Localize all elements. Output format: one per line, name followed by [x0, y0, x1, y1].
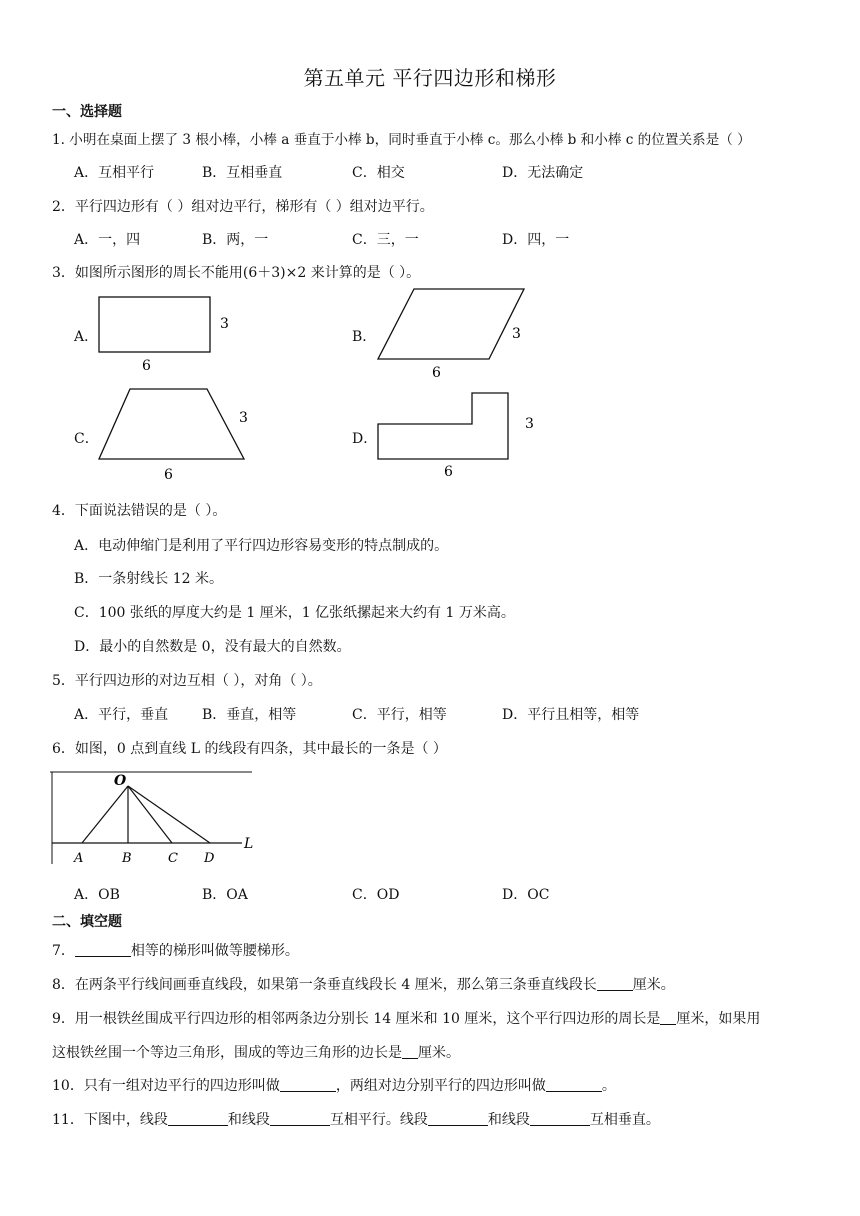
question-text-a: 11．下图中，线段 — [52, 1112, 168, 1128]
question-text-continued: 厘米，如果用 — [676, 1011, 761, 1027]
figure-point-to-line — [50, 768, 260, 868]
option-a[interactable]: A．平行，垂直 — [74, 707, 169, 723]
answer-blank-2[interactable] — [270, 1111, 330, 1126]
question-4-stem: 4．下面说法错误的是（ ）。 — [52, 503, 227, 519]
question-unit: 厘米。 — [418, 1045, 460, 1061]
question-text-b: 和线段 — [227, 1112, 270, 1128]
answer-blank-perimeter[interactable] — [660, 1010, 676, 1025]
point-b-label: B — [122, 851, 132, 866]
question-6-options — [74, 884, 794, 904]
question-text: 相等的梯形叫做等腰梯形。 — [130, 943, 299, 959]
point-a-label: A — [74, 851, 84, 866]
figure-b-label[interactable]: B． — [352, 329, 377, 345]
rectangle-shape — [99, 297, 210, 352]
option-a[interactable]: A．电动伸缩门是利用了平行四边形容易变形的特点制成的。 — [74, 538, 449, 554]
question-2-stem: 2．平行四边形有（ ）组对边平行，梯形有（ ）组对边平行。 — [52, 199, 434, 215]
answer-blank-3[interactable] — [428, 1111, 488, 1126]
question-text: 8．在两条平行线间画垂直线段，如果第一条垂直线段长 4 厘米，那么第三条垂直线段长 — [52, 977, 597, 993]
point-c-label: C — [168, 851, 178, 866]
option-c[interactable]: C．100 张纸的厚度大约是 1 厘米，1 亿张纸摞起来大约有 1 万米高。 — [74, 605, 515, 621]
segment-oa — [82, 786, 128, 843]
question-unit: 厘米。 — [632, 977, 675, 993]
question-7 — [52, 940, 299, 960]
question-text-b: ，两组对边分别平行的四边形叫做 — [335, 1078, 546, 1094]
option-c[interactable]: C．相交 — [352, 165, 405, 181]
question-9-line-2 — [52, 1042, 460, 1062]
question-10 — [52, 1075, 616, 1095]
option-b[interactable]: B．互相垂直 — [202, 165, 283, 181]
option-a[interactable]: A．互相平行 — [74, 165, 155, 181]
base-label: 6 — [432, 365, 441, 381]
question-1-options — [74, 162, 794, 182]
question-5-stem: 5．平行四边形的对边互相（ ），对角（ ）。 — [52, 673, 322, 689]
option-b[interactable]: B．一条射线长 12 米。 — [74, 571, 224, 587]
question-11 — [52, 1109, 660, 1129]
question-8 — [52, 974, 675, 994]
option-c[interactable]: C．OD — [352, 887, 400, 903]
question-3-stem: 3．如图所示图形的周长不能用(6＋3)×2 来计算的是（ ）。 — [52, 265, 421, 281]
option-a[interactable]: A．OB — [74, 887, 120, 903]
answer-blank-1[interactable] — [168, 1111, 228, 1126]
option-b[interactable]: B．两，一 — [202, 232, 269, 248]
parallelogram-shape — [378, 289, 524, 359]
question-text-e: 互相垂直。 — [589, 1112, 660, 1128]
base-label: 6 — [142, 358, 151, 374]
figure-b-parallelogram — [372, 284, 542, 382]
option-d[interactable]: D．无法确定 — [502, 165, 584, 181]
side-label: 3 — [239, 410, 248, 426]
section-choice-heading: 一、选择题 — [52, 104, 122, 120]
answer-blank[interactable] — [75, 942, 131, 957]
side-label: 3 — [525, 416, 534, 432]
figure-a-rectangle — [90, 290, 250, 376]
question-5-options — [74, 704, 794, 724]
question-1-stem: 1. 小明在桌面上摆了 3 根小棒，小棒 a 垂直于小棒 b，同时垂直于小棒 c。那么小棒 b 和小棒 c 的位置关系是（ ） — [52, 132, 751, 148]
side-label: 3 — [512, 326, 521, 342]
figure-d-label[interactable]: D． — [352, 431, 378, 447]
side-label: 3 — [220, 316, 229, 332]
segment-oc — [128, 786, 172, 843]
option-b[interactable]: B．OA — [202, 887, 248, 903]
question-text: 这根铁丝围一个等边三角形，围成的等边三角形的边长是 — [52, 1045, 402, 1061]
option-d[interactable]: D．平行且相等，相等 — [502, 707, 640, 723]
trapezoid-shape — [99, 389, 244, 459]
segment-od — [128, 786, 210, 843]
option-c[interactable]: C．平行，相等 — [352, 707, 447, 723]
option-d[interactable]: D．四，一 — [502, 232, 570, 248]
point-d-label: D — [204, 851, 215, 866]
figure-d-l-shape — [372, 388, 552, 480]
question-number: 7． — [52, 943, 75, 959]
figure-a-label[interactable]: A． — [74, 329, 99, 345]
answer-blank-2[interactable] — [546, 1077, 602, 1092]
section-fill-heading: 二、填空题 — [52, 914, 122, 930]
question-text-c: 。 — [601, 1078, 616, 1094]
answer-blank-side[interactable] — [402, 1044, 418, 1059]
answer-blank-4[interactable] — [530, 1111, 590, 1126]
answer-blank[interactable] — [597, 976, 633, 991]
base-label: 6 — [164, 467, 173, 483]
question-text-a: 10．只有一组对边平行的四边形叫做 — [52, 1078, 280, 1094]
question-6-stem: 6．如图，0 点到直线 L 的线段有四条，其中最长的一条是（ ） — [52, 741, 447, 757]
answer-blank-1[interactable] — [280, 1077, 336, 1092]
option-d[interactable]: D．最小的自然数是 0，没有最大的自然数。 — [74, 639, 351, 655]
base-label: 6 — [444, 464, 453, 480]
figure-c-trapezoid — [94, 384, 264, 484]
option-b[interactable]: B．垂直，相等 — [202, 707, 297, 723]
option-a[interactable]: A．一，四 — [74, 232, 141, 248]
line-l-label: L — [244, 836, 254, 852]
page-title: 第五单元 平行四边形和梯形 — [303, 66, 557, 90]
question-9-line-1 — [52, 1008, 760, 1028]
question-text: 9．用一根铁丝围成平行四边形的相邻两条边分别长 14 厘米和 10 厘米，这个平行四边形的周长是 — [52, 1011, 661, 1027]
option-d[interactable]: D．OC — [502, 887, 550, 903]
figure-c-label[interactable]: C． — [74, 431, 99, 447]
question-2-options — [74, 229, 794, 249]
question-text-c: 互相平行。线段 — [329, 1112, 428, 1128]
l-shape — [378, 393, 508, 459]
question-text-d: 和线段 — [487, 1112, 530, 1128]
point-o-label: O — [114, 773, 127, 789]
option-c[interactable]: C．三，一 — [352, 232, 419, 248]
